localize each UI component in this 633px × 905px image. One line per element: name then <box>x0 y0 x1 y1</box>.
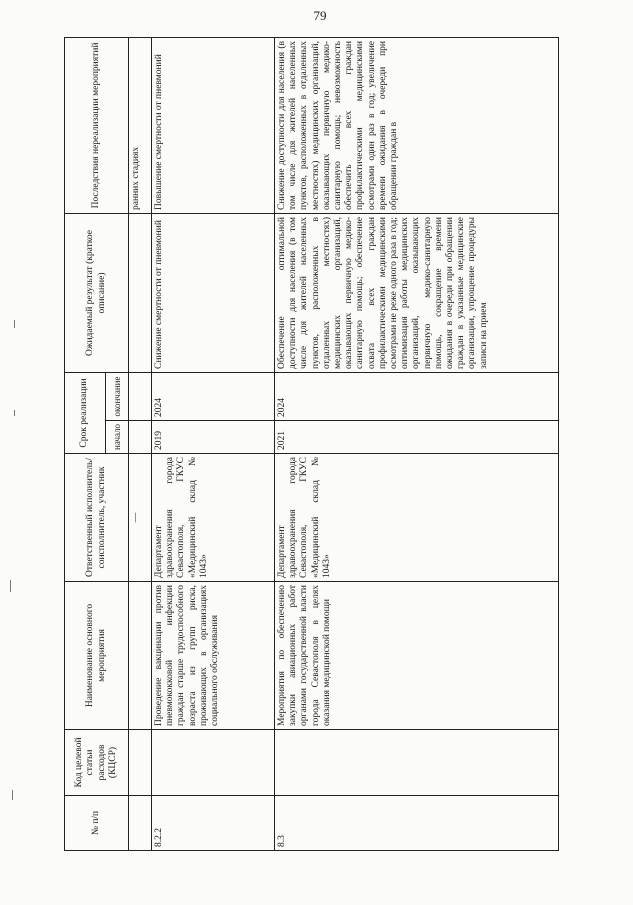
header-name: Наименование основного мероприятия <box>65 582 129 730</box>
cont-end-cell <box>129 372 152 420</box>
header-start: начало <box>106 421 129 454</box>
row-name: Проведение вакцинации против пневмококковой инфекции граждан старше трудоспособного возраста из групп риска, проживающих в организациях социального обслуживания <box>152 582 275 730</box>
row-result: Обеспечение оптимальной доступности для населения (в том числе для жителей населенных пунктов, расположенных в отдаленных местностях) медицинских организаций, оказывающих первичную медико-санитарную помощь; обеспечение охвата всех граждан профилактическими медицинскими осмотрами не реже одного раза в год; оптимизация работы медицинских организаций, оказывающих первичную медико-санитарную помощь, сокращение времени ожидания в очереди при обращении граждан в указанные медицинские организации, упрощение процедуры записи на прием <box>275 213 559 372</box>
table-row <box>152 37 275 850</box>
row-responsible: Департамент здравоохранения города Севастополя, ГКУС «Медицинский склад № 1043» <box>152 454 275 582</box>
header-period: Срок реализации <box>65 372 106 453</box>
scan-mark <box>12 790 13 800</box>
row-kcsr <box>275 730 559 796</box>
scan-mark <box>14 410 15 416</box>
cont-resp-cell: — <box>129 454 152 582</box>
header-end: окончание <box>106 372 129 420</box>
header-kcsr: Код целевой статьи расходов (КЦСР) <box>65 730 129 796</box>
cont-result-cell <box>129 213 152 372</box>
header-result: Ожидаемый результат (краткое описание) <box>65 213 129 372</box>
row-consequences: Повышение смертности от пневмоний <box>152 37 275 213</box>
header-consequences: Последствия нереализации мероприятий <box>65 37 129 213</box>
row-consequences: Снижение доступности для населения (в том числе для жителей населенных пунктов, расположенных в отдаленных местностях) медицинских организаций, оказывающих первичную медико-санитарную помощь; невозможность обеспечить всех граждан профилактическими медицинскими осмотрами один раз в год; увеличение времени ожидания в очереди при обращении граждан в <box>275 37 559 213</box>
row-start: 2019 <box>152 421 275 454</box>
scan-mark <box>14 320 15 328</box>
page-number: 79 <box>313 8 327 23</box>
scan-mark <box>10 580 11 592</box>
rotated-table-wrapper <box>64 38 598 851</box>
table-row <box>275 37 559 850</box>
cont-name-cell <box>129 582 152 730</box>
row-num: 8.2.2 <box>152 796 275 851</box>
row-num: 8.3 <box>275 796 559 851</box>
cont-consequences-cell: ранних стадиях <box>129 37 152 213</box>
header-num: № п/п <box>65 796 129 851</box>
header-responsible: Ответственный исполнитель/соисполнитель, участник <box>65 454 129 582</box>
row-end: 2024 <box>152 372 275 420</box>
row-end: 2024 <box>275 372 559 420</box>
activities-table <box>64 37 559 851</box>
row-responsible: Департамент здравоохранения города Севастополя, ГКУС «Медицинский склад № 1043» <box>275 454 559 582</box>
cont-num-cell <box>129 796 152 851</box>
cont-kcsr-cell <box>129 730 152 796</box>
continuation-row <box>129 37 152 850</box>
row-kcsr <box>152 730 275 796</box>
row-name: Мероприятия по обеспечению закупки авиационных работ органами государственной власти города Севастополя в целях оказания медицинской помощи <box>275 582 559 730</box>
cont-start-cell <box>129 421 152 454</box>
row-start: 2021 <box>275 421 559 454</box>
header-row <box>65 37 106 850</box>
row-result: Снижение смертности от пневмоний <box>152 213 275 372</box>
